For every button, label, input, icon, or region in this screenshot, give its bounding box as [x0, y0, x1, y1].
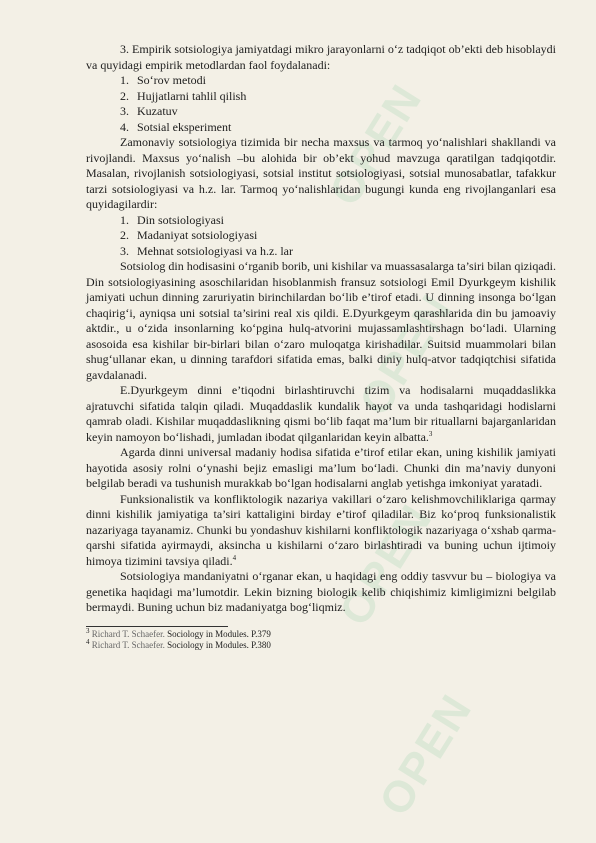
list-number: 4. — [120, 119, 129, 134]
list-item — [120, 104, 556, 120]
paragraph-intro: 3. Empirik sotsiologiya jamiyatdagi mikro jarayonlarni o‘z tadqiqot ob’ekti deb hisoblaydi va quyidagi empirik metodlardan faol foydalanadi: — [86, 42, 556, 72]
footnote-text: Sociology in Modules. P.379 — [164, 628, 271, 639]
list-number: 1. — [120, 212, 129, 227]
list-text: Hujjatlarni tahlil qilish — [137, 88, 247, 103]
list-text: Din sotsiologiyasi — [137, 212, 225, 227]
watermark-text: OPEN — [319, 75, 432, 214]
watermark-text: OPEN — [369, 685, 482, 824]
paragraph-directions: Zamonaviy sotsiologiya tizimida bir necha maxsus va tarmoq yo‘nalishlari shakllandi va rivojlandi. Maxsus yo‘nalish –bu alohida bir ob’ekt yohud mavzuga qaratilgan tadqiqotdir. Masalan, rivojlanish sotsiologiyasi, sotsial institut sotsiologiyasi, sotsial munosabatlar, tafakkur tarzi sotsiologiyasi va h.z. lar. Tarmoq yo‘nalishlaridan bugungi kunda eng rivojlanganlari esa quyidagilardir: — [86, 135, 556, 211]
list-text: So‘rov metodi — [137, 73, 206, 87]
list-number: 2. — [120, 228, 129, 242]
paragraph-text: Funksionalistik va konfliktologik nazariya vakillari o‘zaro kelishmovchiliklariga qarmay dinni kishilik jamiyatiga ta’siri kattaligini birday e’tirof qiladilar. Biz ko‘proq funksionalistik nazariyaga tayanamiz. Chunki bu yondashuv kishilarni konfliktologik nazariyaga o‘xshab qarma-qarshi sifatida ayirmaydi, aksincha u kishilarni o‘zaro birlashtiradi va buning uchun ijtimoiy himoya tizimini tavsiya qiladi. — [86, 491, 556, 568]
footnote-divider — [86, 626, 228, 627]
paragraph-universal: Agarda dinni universal madaniy hodisa sifatida e’tirof etilar ekan, uning kishilik jamiyati hayotida asosiy rolni o‘ynashi bejiz emasligi ma’lum bo‘ladi. Chunki din ma’naviy dunyoni belgilab beradi va tushunish murakkab bo‘lgan hodisalarni anglab yetishga imkoniyat yaratadi. — [86, 445, 556, 490]
footnote — [86, 626, 556, 640]
footnote-number: 3 — [86, 626, 90, 635]
list-number: 3. — [120, 243, 129, 258]
paragraph-durkheim: Sotsiolog din hodisasini o‘rganib borib, uni kishilar va muassasalarga ta’siri bilan qiziqadi. Din sotsiologiyasining asoschilaridan hisoblanmish fransuz sotsiologi Emil Dyurkgeym kishilik jamiyati uchun dinning zaruriyatin birinchilardan bo‘lib e’tirof etadi. U dinning insonga bo‘lgan chaqirig‘i, ayniqsa uni sotsial ta’sirini real xis qildi. E.Dyurkgeym qarashlarida din bu jamoaviy aktdir., u o‘zida insonlarning ko‘pgina hulq-atvorini mujassamlashtirshagn bo‘ladi. Ularning asosoida esa kishilar bir-birlari bilan o‘zaro muloqatga kirishadilar. Suitsid muammolari bilan shug‘ullanar ekan, u dinning tarafdori sifatida emas, balki diniy hulq-atvor tadqiqtchisi sifatida gavdalanadi. — [86, 259, 556, 382]
list-item — [120, 120, 556, 136]
document-page — [86, 42, 556, 651]
footnote-number: 4 — [86, 637, 90, 646]
paragraph-culture: Sotsiologiya mandaniyatni o‘rganar ekan, u haqidagi eng oddiy tasvvur bu – biologiya va genetika haqidagi ma’lumotdir. Lekin bizning biologik kelib chiqishimiz kimligimizni belgilab bermaydi. Buning uchun biz madaniyatga bog‘liqmiz. — [86, 569, 556, 614]
list-text: Mehnat sotsiologiyasi va h.z. lar — [137, 243, 293, 258]
list-text: Madaniyat sotsiologiyasi — [137, 228, 258, 242]
footnote-author: Richard T. Schaefer. — [91, 628, 165, 639]
list-item — [120, 73, 556, 89]
list-number: 1. — [120, 73, 129, 87]
footnote-ref: 4 — [232, 553, 237, 562]
list-item — [120, 228, 556, 244]
footnote-ref: 3 — [428, 429, 433, 438]
footnote-author: Richard T. Schaefer. — [91, 639, 165, 650]
empirical-methods-list — [86, 73, 556, 135]
list-number: 2. — [120, 88, 129, 103]
list-item — [120, 213, 556, 229]
watermark-text: OPEN — [329, 495, 442, 634]
list-number: 3. — [120, 104, 129, 118]
footnote-text: Sociology in Modules. P.380 — [164, 639, 271, 650]
watermark-text: OPEN — [349, 285, 462, 424]
list-text: Sotsial eksperiment — [137, 119, 232, 134]
list-text: Kuzatuv — [137, 104, 178, 118]
footnote — [86, 637, 556, 651]
paragraph-text: E.Dyurkgeym dinni e’tiqodni birlashtiruvchi tizim va hodisalarni muqaddaslikka ajratuvchi sifatida talqin qiladi. Muqaddaslik kundalik hayot va unda tashqaridagi hodislarni qamrab oladi. Kishilar muqaddaslikning qismi bo‘lib faqat ma’lum bir rituallarni bajarganlaridan keyin namoyon bo‘lishadi, jumladan ibodat qilganlaridan keyin albatta. — [86, 383, 556, 444]
branch-directions-list — [86, 213, 556, 260]
list-item — [120, 244, 556, 260]
list-item — [120, 89, 556, 105]
paragraph-functionalist — [86, 492, 556, 570]
paragraph-sacred — [86, 383, 556, 445]
